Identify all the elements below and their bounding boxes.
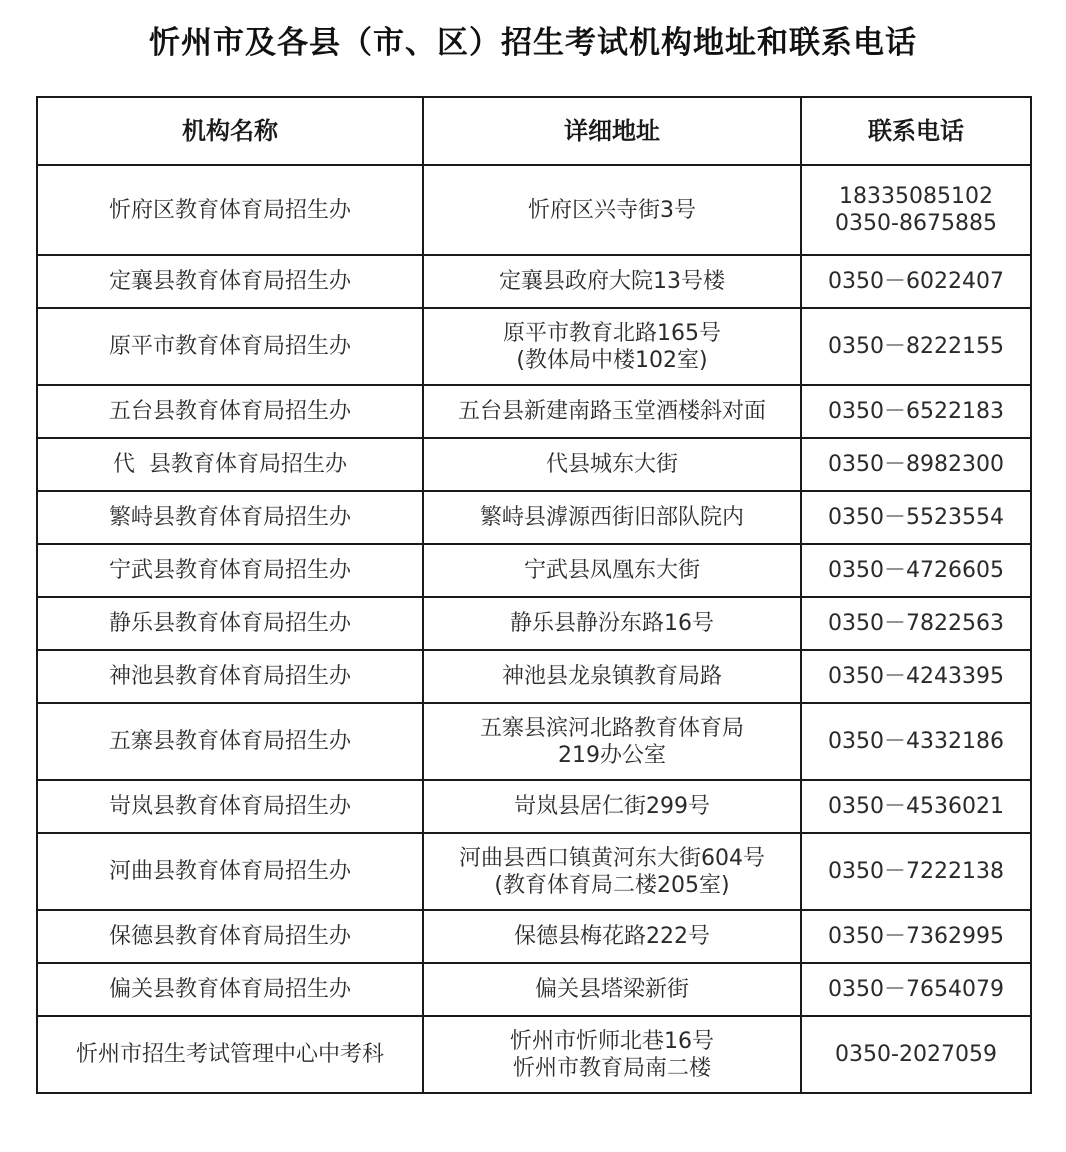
address-line: 219办公室 [558, 742, 666, 768]
institution-name-cell: 忻府区教育体育局招生办 [37, 165, 423, 255]
phone-cell [801, 650, 1031, 703]
phone-line: 0350－4726605 [828, 558, 1004, 583]
phone-line: 0350-2027059 [835, 1042, 997, 1067]
institution-name-cell: 定襄县教育体育局招生办 [37, 255, 423, 308]
address-line: 神池县龙泉镇教育局路 [501, 664, 722, 689]
phone-cell [801, 780, 1031, 833]
phone-cell [801, 910, 1031, 963]
address-cell [423, 1016, 801, 1093]
address-cell [423, 910, 801, 963]
address-cell [423, 255, 801, 308]
phone-line: 0350-8675885 [835, 211, 997, 236]
address-line: 河曲县西口镇黄河东大街604号 [459, 845, 765, 871]
address-line: 五寨县滨河北路教育体育局 [479, 715, 744, 741]
address-line: 忻州市忻师北巷16号 [510, 1028, 714, 1054]
header-phone: 联系电话 [801, 97, 1031, 165]
address-cell [423, 703, 801, 780]
address-line: 岢岚县居仁街299号 [514, 794, 710, 819]
address-line: 静乐县静汾东路16号 [510, 611, 714, 636]
phone-line: 0350－7654079 [828, 977, 1004, 1002]
table-row [37, 544, 1031, 597]
table-row [37, 491, 1031, 544]
table-row [37, 780, 1031, 833]
phone-cell [801, 165, 1031, 255]
phone-line: 0350－8222155 [828, 334, 1004, 359]
table-row [37, 910, 1031, 963]
institution-name-cell: 静乐县教育体育局招生办 [37, 597, 423, 650]
address-line: 定襄县政府大院13号楼 [499, 269, 725, 294]
institution-name-cell: 繁峙县教育体育局招生办 [37, 491, 423, 544]
phone-line: 0350－8982300 [828, 452, 1004, 477]
phone-line: 18335085102 [839, 184, 993, 209]
phone-cell [801, 385, 1031, 438]
phone-line: 0350－5523554 [828, 505, 1004, 530]
phone-line: 0350－4536021 [828, 794, 1004, 819]
institution-name-cell: 神池县教育体育局招生办 [37, 650, 423, 703]
institution-name-cell: 五台县教育体育局招生办 [37, 385, 423, 438]
institution-name-cell: 宁武县教育体育局招生办 [37, 544, 423, 597]
address-line: 偏关县塔梁新街 [534, 977, 689, 1002]
address-line: 保德县梅花路222号 [514, 924, 710, 949]
phone-line: 0350－4332186 [828, 729, 1004, 754]
header-institution-name: 机构名称 [37, 97, 423, 165]
phone-cell [801, 703, 1031, 780]
address-cell [423, 491, 801, 544]
address-line: 繁峙县滹源西街旧部队院内 [479, 505, 744, 530]
address-line: 忻州市教育局南二楼 [512, 1055, 711, 1081]
address-cell [423, 833, 801, 910]
address-line: (教育体育局二楼205室) [494, 872, 730, 898]
address-cell [423, 385, 801, 438]
phone-cell [801, 1016, 1031, 1093]
table-header-row [37, 97, 1031, 165]
address-line: 代县城东大街 [545, 452, 678, 477]
institution-name-cell: 河曲县教育体育局招生办 [37, 833, 423, 910]
address-line: 宁武县凤凰东大街 [523, 558, 700, 583]
table-row [37, 255, 1031, 308]
contact-table [36, 96, 1032, 1094]
address-line: (教体局中楼102室) [516, 347, 708, 373]
phone-cell [801, 833, 1031, 910]
address-cell [423, 650, 801, 703]
address-cell [423, 597, 801, 650]
table-row [37, 1016, 1031, 1093]
phone-line: 0350－6022407 [828, 269, 1004, 294]
address-cell [423, 544, 801, 597]
address-cell [423, 780, 801, 833]
table-row [37, 385, 1031, 438]
phone-cell [801, 491, 1031, 544]
phone-line: 0350－7222138 [828, 859, 1004, 884]
institution-name-cell: 保德县教育体育局招生办 [37, 910, 423, 963]
phone-cell [801, 963, 1031, 1016]
phone-cell [801, 255, 1031, 308]
table-row [37, 597, 1031, 650]
phone-line: 0350－7362995 [828, 924, 1004, 949]
institution-name-cell: 代 县教育体育局招生办 [37, 438, 423, 491]
address-line: 原平市教育北路165号 [503, 320, 721, 346]
table-row [37, 703, 1031, 780]
table-row [37, 650, 1031, 703]
address-line: 忻府区兴寺街3号 [528, 197, 696, 223]
address-cell [423, 963, 801, 1016]
table-row [37, 833, 1031, 910]
page-title: 忻州市及各县（市、区）招生考试机构地址和联系电话 [149, 25, 917, 61]
table-row [37, 308, 1031, 385]
address-line: 五台县新建南路玉堂酒楼斜对面 [457, 399, 766, 424]
table-row [37, 438, 1031, 491]
address-cell [423, 165, 801, 255]
phone-line: 0350－4243395 [828, 664, 1004, 689]
phone-cell [801, 308, 1031, 385]
table-row [37, 963, 1031, 1016]
table-row [37, 165, 1031, 255]
address-cell [423, 438, 801, 491]
phone-cell [801, 438, 1031, 491]
institution-name-cell: 偏关县教育体育局招生办 [37, 963, 423, 1016]
phone-line: 0350－7822563 [828, 611, 1004, 636]
phone-cell [801, 597, 1031, 650]
institution-name-cell: 忻州市招生考试管理中心中考科 [37, 1016, 423, 1093]
address-cell [423, 308, 801, 385]
institution-name-cell: 五寨县教育体育局招生办 [37, 703, 423, 780]
phone-line: 0350－6522183 [828, 399, 1004, 424]
institution-name-cell: 岢岚县教育体育局招生办 [37, 780, 423, 833]
phone-cell [801, 544, 1031, 597]
header-address: 详细地址 [423, 97, 801, 165]
institution-name-cell: 原平市教育体育局招生办 [37, 308, 423, 385]
